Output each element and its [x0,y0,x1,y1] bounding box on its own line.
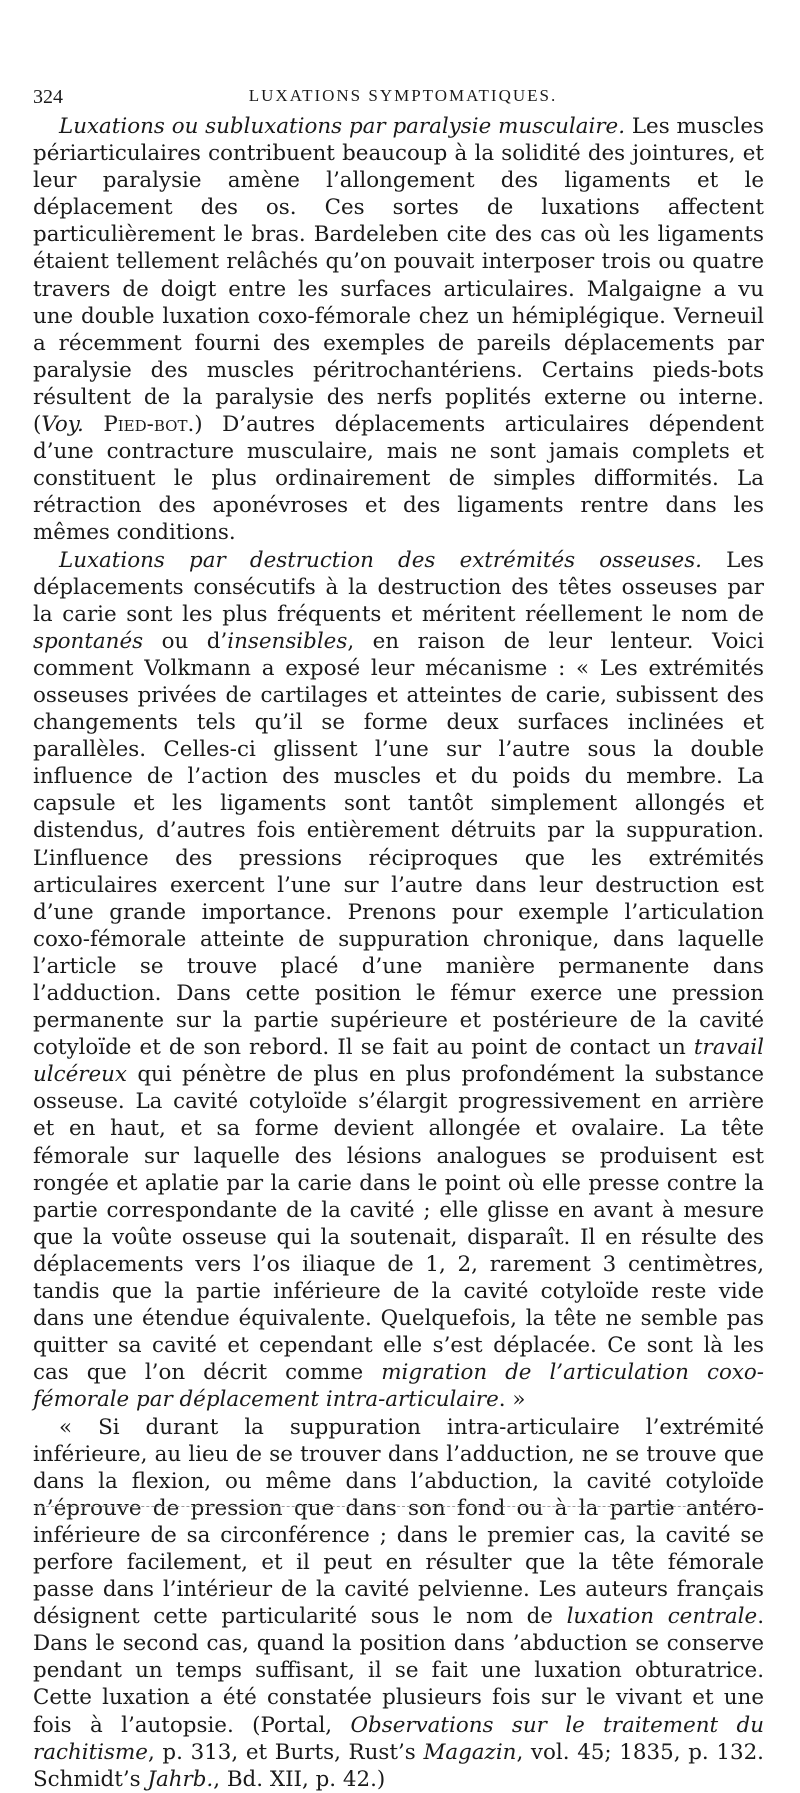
text-run: . Dans le second cas, quand la position dans ’abduction se conserve pendant un temps suffisant, il se fait une luxation obturatrice. Cette luxation a été constatée plusieurs fois sur le vivant et une fois à l’autopsie. (Portal, [33,1604,764,1738]
italic-term: insensibles [227,628,348,654]
italic-title: Observations sur le traitement du rachitisme [33,1712,764,1765]
text-run: qui pénètre de plus en plus profondément la substance osseuse. La cavité cotyloïde s’élargit progressivement en arrière et en haut, et sa forme devient allongée et ovalaire. La tête fémorale sur laquelle des lésions analogues se produisent est rongée et aplatie par la carie dans le point où elle presse contre la partie correspondante de la cavité ; elle glisse en avant à mesure que la voûte osseuse qui la soutenait, disparaît. Il en résulte des déplacements vers l’os iliaque de 1, 2, rarement 3 centimètres, tandis que la partie inférieure de la cavité cotyloïde reste vide dans une étendue équivalente. Quelquefois, la tête ne semble pas quitter sa cavité et cependant elle s’est déplacée. Ce sont là les cas que l’on décrit comme [33,1062,764,1386]
text-run: Les muscles périarticulaires contribuent beaucoup à la solidité des jointures, et leur paralysie amène l’allongement des ligaments et le déplacement des os. Ces sortes de luxations affectent particulièrement le bras. Bardeleben cite des cas où les ligaments étaient tellement relâchés qu’on pouvait interposer trois ou quatre travers de doigt entre les surfaces articulaires. Malgaigne a vu une double luxation coxo-fémorale chez un hémiplégique. Verneuil a récemment fourni des exemples de pareils déplacements par paralysie des muscles péritrochantériens. Certains pieds-bots résultent de la paralysie des nerfs poplités externe ou interne. ( [33,114,764,438]
section-heading: Luxations par destruction des extrémités osseuses. [59,547,702,573]
italic-term: travail ulcéreux [33,1035,764,1088]
text-run: , p. 313, et Burts, Rust’s [147,1739,424,1765]
text-run: Les déplacements consécutifs à la destruction des têtes osseuses par la carie sont les plus fréquents et méritent réellement le nom de [33,547,764,627]
text-run: « Si durant la suppuration intra-articulaire l’extrémité inférieure, au lieu de se trouver dans l’adduction, ne se trouve que dans la flexion, ou même dans l’abduction, la cavité cotyloïde n’éprouve de pression que dans son fond ou à la partie antéro-inférieure de sa circonférence ; dans le premier cas, la cavité se perfore facilement, et il peut en résulter que la tête fémorale passe dans l’intérieur de la cavité pelvienne. Les auteurs français désignent cette particularité sous le nom de [33,1414,764,1630]
section-heading: Luxations ou subluxations par paralysie musculaire. [59,114,626,139]
page-number: 324 [33,86,63,108]
italic-title: Jahrb. [147,1766,214,1792]
italic-term: spontanés [33,628,144,654]
italic-term: migration de l’articulation coxo-fémorale par déplacement intra-articulaire [33,1360,764,1413]
italic-term: luxation centrale [566,1604,758,1630]
running-title: LUXATIONS SYMPTOMATIQUES. [248,86,558,105]
paragraph-quotation [33,1414,764,1793]
paragraph-destruction [33,547,764,1414]
paragraph-paralysie [33,113,764,547]
body-text [33,113,764,1793]
page-header [33,80,773,112]
text-run: , Bd. XII, p. 42.) [213,1766,386,1792]
text-run: , en raison de leur lenteur. Voici comment Volkmann a exposé leur mécanisme : « Les extrémités osseuses privées de cartilages et atteintes de carie, subissent des changements tels qu’il se forme deux surfaces inclinées et parallèles. Celles-ci glissent l’une sur l’autre sous la double influence de l’action des muscles et du poids du membre. La capsule et les ligaments sont tantôt simplement allongés et distendus, d’autres fois entièrement détruits par la suppuration. L’influence des pressions réciproques que les extrémités articulaires exercent l’une sur l’autre dans leur destruction est d’une grande importance. Prenons pour exemple l’articulation coxo-fémorale atteinte de suppuration chronique, dans laquelle l’article se trouve placé d’une manière permanente dans l’adduction. Dans cette position le fémur exerce une pression permanente sur la partie supérieure et postérieure de la cavité cotyloïde et de son rebord. Il se fait au point de contact un [33,628,765,1061]
footer-rule [36,1506,756,1507]
text-run: , vol. 45; 1835, p. 132. Schmidt’s [33,1739,764,1792]
reference-voy: Voy. [41,412,84,438]
text-run: . » [498,1387,526,1413]
reference-pied-bot: Pied-bot. [83,412,195,438]
text-run: ou d’ [143,628,228,654]
text-run: ) D’autres déplacements articulaires dépendent d’une contracture musculaire, mais ne sont jamais complets et constituent le plus ordinairement de simples difformités. La rétraction des aponévroses et des ligaments rentre dans les mêmes conditions. [33,412,764,546]
italic-title: Magazin [423,1739,517,1765]
